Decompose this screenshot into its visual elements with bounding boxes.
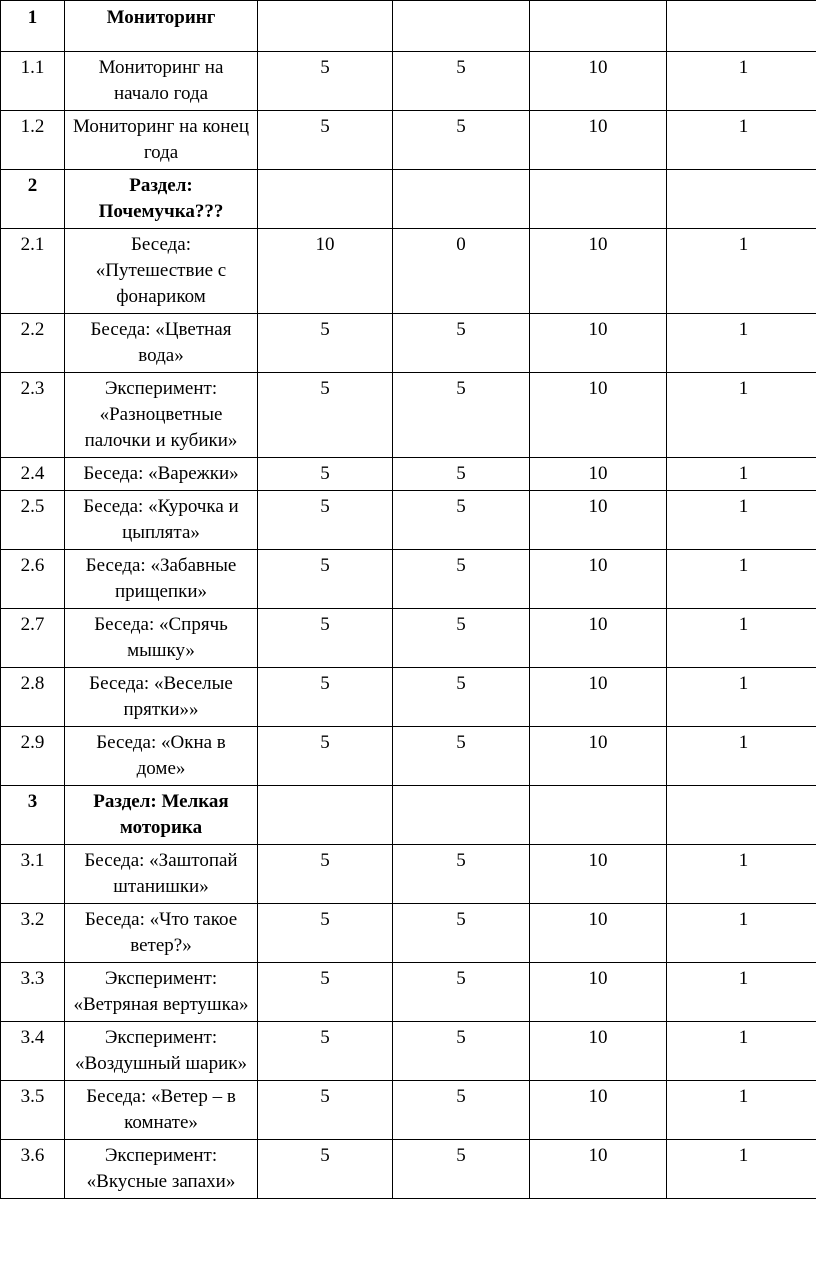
- value-b-cell: 5: [393, 314, 530, 373]
- row-number-cell: 2.6: [1, 550, 65, 609]
- value-c-cell: 10: [530, 1081, 667, 1140]
- value-a-cell: 5: [258, 963, 393, 1022]
- value-d-cell: 1: [667, 458, 816, 491]
- value-d-cell: 1: [667, 904, 816, 963]
- topic-cell: Беседа: «Цветная вода»: [65, 314, 258, 373]
- value-b-cell: 5: [393, 845, 530, 904]
- topic-cell: Мониторинг: [65, 1, 258, 52]
- value-d-cell: [667, 170, 816, 229]
- value-d-cell: 1: [667, 1081, 816, 1140]
- value-d-cell: 1: [667, 727, 816, 786]
- value-a-cell: 5: [258, 458, 393, 491]
- table-row: [1, 373, 816, 458]
- row-number-cell: 3: [1, 786, 65, 845]
- table-row: [1, 845, 816, 904]
- topic-cell: Беседа: «Спрячь мышку»: [65, 609, 258, 668]
- value-c-cell: 10: [530, 904, 667, 963]
- value-b-cell: [393, 170, 530, 229]
- value-d-cell: 1: [667, 52, 816, 111]
- value-c-cell: 10: [530, 458, 667, 491]
- value-a-cell: [258, 1, 393, 52]
- table-row: [1, 314, 816, 373]
- value-a-cell: 5: [258, 1081, 393, 1140]
- topic-cell: Беседа: «Что такое ветер?»: [65, 904, 258, 963]
- value-b-cell: 0: [393, 229, 530, 314]
- value-c-cell: 10: [530, 1022, 667, 1081]
- value-b-cell: 5: [393, 609, 530, 668]
- row-number-cell: 1.1: [1, 52, 65, 111]
- value-d-cell: 1: [667, 609, 816, 668]
- topic-cell: Беседа: «Веселые прятки»»: [65, 668, 258, 727]
- value-d-cell: [667, 1, 816, 52]
- value-a-cell: 10: [258, 229, 393, 314]
- row-number-cell: 2.7: [1, 609, 65, 668]
- value-c-cell: [530, 170, 667, 229]
- value-a-cell: [258, 786, 393, 845]
- table-row: [1, 668, 816, 727]
- value-a-cell: [258, 170, 393, 229]
- value-c-cell: 10: [530, 111, 667, 170]
- value-b-cell: 5: [393, 550, 530, 609]
- section-header-row: [1, 786, 816, 845]
- section-header-row: [1, 1, 816, 52]
- row-number-cell: 3.2: [1, 904, 65, 963]
- table-row: [1, 550, 816, 609]
- topic-cell: Раздел: Почемучка???: [65, 170, 258, 229]
- value-b-cell: 5: [393, 373, 530, 458]
- value-a-cell: 5: [258, 1140, 393, 1199]
- value-d-cell: [667, 786, 816, 845]
- value-b-cell: 5: [393, 111, 530, 170]
- table-row: [1, 229, 816, 314]
- value-a-cell: 5: [258, 52, 393, 111]
- topic-cell: Мониторинг на конец года: [65, 111, 258, 170]
- value-a-cell: 5: [258, 373, 393, 458]
- value-a-cell: 5: [258, 845, 393, 904]
- value-d-cell: 1: [667, 229, 816, 314]
- table-row: [1, 458, 816, 491]
- value-a-cell: 5: [258, 314, 393, 373]
- value-c-cell: 10: [530, 52, 667, 111]
- value-c-cell: [530, 1, 667, 52]
- value-d-cell: 1: [667, 314, 816, 373]
- row-number-cell: 3.1: [1, 845, 65, 904]
- topic-cell: Беседа: «Курочка и цыплята»: [65, 491, 258, 550]
- topic-cell: Беседа: «Варежки»: [65, 458, 258, 491]
- row-number-cell: 2.8: [1, 668, 65, 727]
- value-c-cell: [530, 786, 667, 845]
- value-d-cell: 1: [667, 111, 816, 170]
- value-a-cell: 5: [258, 609, 393, 668]
- topic-cell: Беседа: «Забавные прищепки»: [65, 550, 258, 609]
- row-number-cell: 3.5: [1, 1081, 65, 1140]
- curriculum-table-body: [1, 1, 816, 1199]
- row-number-cell: 1.2: [1, 111, 65, 170]
- topic-cell: Беседа: «Путешествие с фонариком: [65, 229, 258, 314]
- value-d-cell: 1: [667, 845, 816, 904]
- row-number-cell: 2: [1, 170, 65, 229]
- value-d-cell: 1: [667, 491, 816, 550]
- topic-cell: Эксперимент: «Ветряная вертушка»: [65, 963, 258, 1022]
- value-b-cell: 5: [393, 668, 530, 727]
- topic-cell: Мониторинг на начало года: [65, 52, 258, 111]
- row-number-cell: 1: [1, 1, 65, 52]
- value-a-cell: 5: [258, 111, 393, 170]
- table-row: [1, 1140, 816, 1199]
- value-b-cell: 5: [393, 963, 530, 1022]
- value-c-cell: 10: [530, 668, 667, 727]
- row-number-cell: 2.5: [1, 491, 65, 550]
- value-b-cell: [393, 1, 530, 52]
- value-b-cell: 5: [393, 52, 530, 111]
- table-row: [1, 52, 816, 111]
- value-d-cell: 1: [667, 963, 816, 1022]
- value-b-cell: [393, 786, 530, 845]
- value-b-cell: 5: [393, 1022, 530, 1081]
- topic-cell: Раздел: Мелкая моторика: [65, 786, 258, 845]
- value-b-cell: 5: [393, 1081, 530, 1140]
- value-d-cell: 1: [667, 1140, 816, 1199]
- topic-cell: Эксперимент: «Разноцветные палочки и кубики»: [65, 373, 258, 458]
- table-row: [1, 1022, 816, 1081]
- value-c-cell: 10: [530, 491, 667, 550]
- value-a-cell: 5: [258, 550, 393, 609]
- table-row: [1, 904, 816, 963]
- row-number-cell: 3.4: [1, 1022, 65, 1081]
- row-number-cell: 3.3: [1, 963, 65, 1022]
- value-c-cell: 10: [530, 229, 667, 314]
- section-header-row: [1, 170, 816, 229]
- value-a-cell: 5: [258, 904, 393, 963]
- value-c-cell: 10: [530, 373, 667, 458]
- value-d-cell: 1: [667, 1022, 816, 1081]
- value-c-cell: 10: [530, 845, 667, 904]
- table-row: [1, 111, 816, 170]
- row-number-cell: 3.6: [1, 1140, 65, 1199]
- value-b-cell: 5: [393, 727, 530, 786]
- value-a-cell: 5: [258, 727, 393, 786]
- table-row: [1, 1081, 816, 1140]
- value-c-cell: 10: [530, 550, 667, 609]
- topic-cell: Беседа: «Окна в доме»: [65, 727, 258, 786]
- value-c-cell: 10: [530, 609, 667, 668]
- value-c-cell: 10: [530, 1140, 667, 1199]
- value-b-cell: 5: [393, 904, 530, 963]
- table-row: [1, 963, 816, 1022]
- value-c-cell: 10: [530, 727, 667, 786]
- value-b-cell: 5: [393, 1140, 530, 1199]
- topic-cell: Эксперимент: «Воздушный шарик»: [65, 1022, 258, 1081]
- value-d-cell: 1: [667, 668, 816, 727]
- value-c-cell: 10: [530, 314, 667, 373]
- row-number-cell: 2.3: [1, 373, 65, 458]
- row-number-cell: 2.2: [1, 314, 65, 373]
- value-c-cell: 10: [530, 963, 667, 1022]
- value-d-cell: 1: [667, 373, 816, 458]
- topic-cell: Эксперимент: «Вкусные запахи»: [65, 1140, 258, 1199]
- table-row: [1, 609, 816, 668]
- value-a-cell: 5: [258, 1022, 393, 1081]
- value-d-cell: 1: [667, 550, 816, 609]
- topic-cell: Беседа: «Ветер – в комнате»: [65, 1081, 258, 1140]
- topic-cell: Беседа: «Заштопай штанишки»: [65, 845, 258, 904]
- value-b-cell: 5: [393, 491, 530, 550]
- row-number-cell: 2.1: [1, 229, 65, 314]
- row-number-cell: 2.4: [1, 458, 65, 491]
- value-b-cell: 5: [393, 458, 530, 491]
- value-a-cell: 5: [258, 491, 393, 550]
- table-row: [1, 727, 816, 786]
- row-number-cell: 2.9: [1, 727, 65, 786]
- table-row: [1, 491, 816, 550]
- value-a-cell: 5: [258, 668, 393, 727]
